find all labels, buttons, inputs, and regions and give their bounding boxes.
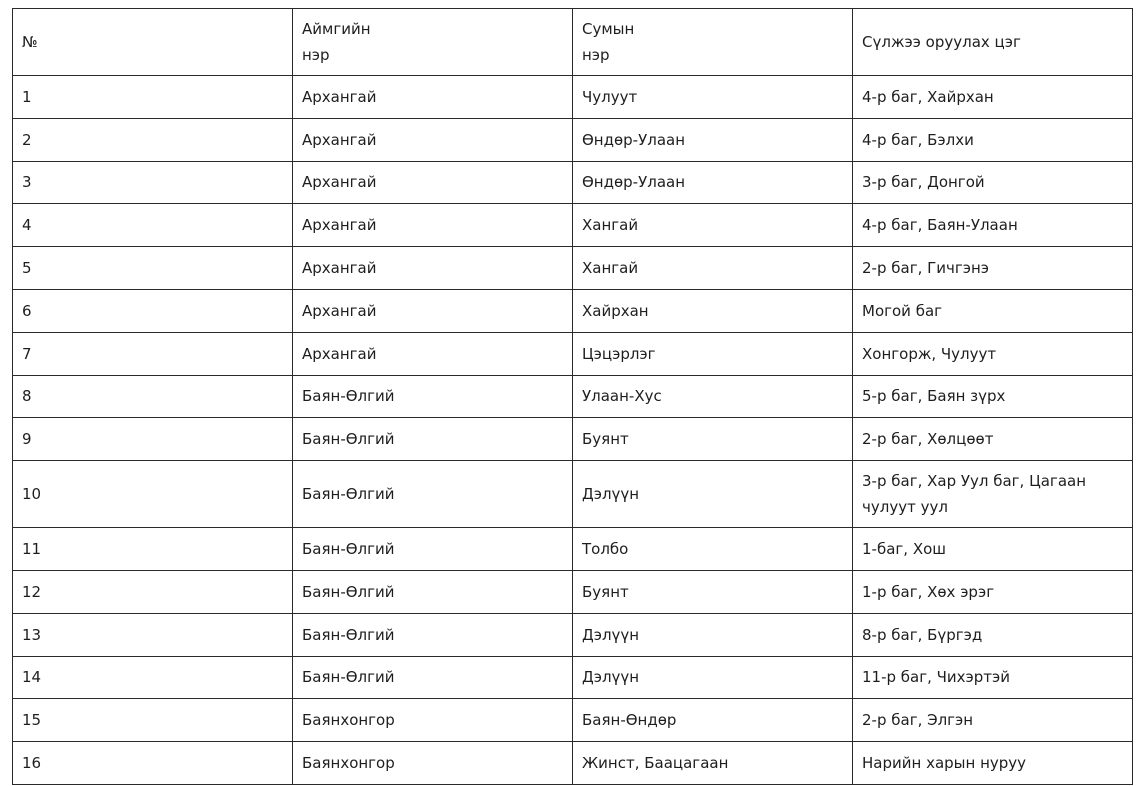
cell-aimag: Баян-Өлгий bbox=[293, 375, 573, 418]
table-row bbox=[13, 161, 1133, 204]
cell-sum: Өндөр-Улаан bbox=[573, 161, 853, 204]
cell-point: 1-р баг, Хөх эрэг bbox=[853, 570, 1133, 613]
cell-aimag: Баян-Өлгий bbox=[293, 528, 573, 571]
table-row bbox=[13, 528, 1133, 571]
cell-sum: Цэцэрлэг bbox=[573, 332, 853, 375]
cell-sum: Баян-Өндөр bbox=[573, 699, 853, 742]
cell-number: 15 bbox=[13, 699, 293, 742]
table-row bbox=[13, 699, 1133, 742]
cell-aimag: Баян-Өлгий bbox=[293, 570, 573, 613]
cell-point: 1-баг, Хош bbox=[853, 528, 1133, 571]
cell-aimag: Архангай bbox=[293, 76, 573, 119]
cell-point: 11-р баг, Чихэртэй bbox=[853, 656, 1133, 699]
cell-number: 14 bbox=[13, 656, 293, 699]
table-row bbox=[13, 375, 1133, 418]
cell-aimag: Архангай bbox=[293, 161, 573, 204]
cell-number: 7 bbox=[13, 332, 293, 375]
cell-point: Хонгорж, Чулуут bbox=[853, 332, 1133, 375]
table-row bbox=[13, 656, 1133, 699]
table-row bbox=[13, 332, 1133, 375]
cell-point: 5-р баг, Баян зүрх bbox=[853, 375, 1133, 418]
network-points-table bbox=[12, 8, 1133, 785]
cell-sum: Хайрхан bbox=[573, 289, 853, 332]
header-sum-line2: нэр bbox=[582, 46, 610, 64]
header-aimag-line2: нэр bbox=[302, 46, 330, 64]
cell-point: 3-р баг, Хар Уул баг, Цагаан чулуут уул bbox=[853, 461, 1133, 528]
table-row bbox=[13, 76, 1133, 119]
cell-sum: Буянт bbox=[573, 570, 853, 613]
cell-number: 10 bbox=[13, 461, 293, 528]
table-row bbox=[13, 461, 1133, 528]
cell-sum: Дэлүүн bbox=[573, 461, 853, 528]
cell-point: 2-р баг, Хөлцөөт bbox=[853, 418, 1133, 461]
cell-sum: Толбо bbox=[573, 528, 853, 571]
cell-aimag: Баянхонгор bbox=[293, 742, 573, 785]
cell-aimag: Баян-Өлгий bbox=[293, 613, 573, 656]
cell-aimag: Архангай bbox=[293, 118, 573, 161]
cell-number: 3 bbox=[13, 161, 293, 204]
table-header bbox=[13, 9, 1133, 76]
cell-number: 11 bbox=[13, 528, 293, 571]
cell-sum: Дэлүүн bbox=[573, 656, 853, 699]
header-sum-line1: Сумын bbox=[582, 20, 635, 38]
cell-number: 13 bbox=[13, 613, 293, 656]
cell-number: 16 bbox=[13, 742, 293, 785]
cell-point: 2-р баг, Гичгэнэ bbox=[853, 247, 1133, 290]
cell-point: 4-р баг, Баян-Улаан bbox=[853, 204, 1133, 247]
cell-sum: Буянт bbox=[573, 418, 853, 461]
header-sum-name bbox=[573, 9, 853, 76]
table-row bbox=[13, 247, 1133, 290]
cell-number: 12 bbox=[13, 570, 293, 613]
cell-aimag: Баян-Өлгий bbox=[293, 461, 573, 528]
cell-sum: Улаан-Хус bbox=[573, 375, 853, 418]
header-number: № bbox=[13, 9, 293, 76]
cell-point: Нарийн харын нуруу bbox=[853, 742, 1133, 785]
cell-aimag: Архангай bbox=[293, 204, 573, 247]
cell-sum: Дэлүүн bbox=[573, 613, 853, 656]
cell-aimag: Баян-Өлгий bbox=[293, 418, 573, 461]
cell-aimag: Архангай bbox=[293, 332, 573, 375]
table-row bbox=[13, 418, 1133, 461]
table-row bbox=[13, 613, 1133, 656]
cell-aimag: Архангай bbox=[293, 289, 573, 332]
header-network-point: Сүлжээ оруулах цэг bbox=[853, 9, 1133, 76]
header-aimag-name bbox=[293, 9, 573, 76]
cell-sum: Хангай bbox=[573, 247, 853, 290]
cell-number: 2 bbox=[13, 118, 293, 161]
cell-number: 6 bbox=[13, 289, 293, 332]
header-aimag-line1: Аймгийн bbox=[302, 20, 371, 38]
table-row bbox=[13, 289, 1133, 332]
cell-sum: Жинст, Баацагаан bbox=[573, 742, 853, 785]
cell-number: 5 bbox=[13, 247, 293, 290]
cell-point: 2-р баг, Элгэн bbox=[853, 699, 1133, 742]
cell-number: 1 bbox=[13, 76, 293, 119]
table-body bbox=[13, 76, 1133, 785]
cell-sum: Өндөр-Улаан bbox=[573, 118, 853, 161]
cell-point: 4-р баг, Хайрхан bbox=[853, 76, 1133, 119]
table-row bbox=[13, 742, 1133, 785]
cell-point: 4-р баг, Бэлхи bbox=[853, 118, 1133, 161]
cell-aimag: Архангай bbox=[293, 247, 573, 290]
cell-point: 3-р баг, Донгой bbox=[853, 161, 1133, 204]
cell-aimag: Баян-Өлгий bbox=[293, 656, 573, 699]
cell-sum: Чулуут bbox=[573, 76, 853, 119]
cell-aimag: Баянхонгор bbox=[293, 699, 573, 742]
cell-sum: Хангай bbox=[573, 204, 853, 247]
cell-number: 9 bbox=[13, 418, 293, 461]
cell-number: 8 bbox=[13, 375, 293, 418]
table-row bbox=[13, 204, 1133, 247]
cell-number: 4 bbox=[13, 204, 293, 247]
cell-point: Могой баг bbox=[853, 289, 1133, 332]
table-row bbox=[13, 570, 1133, 613]
cell-point: 8-р баг, Бүргэд bbox=[853, 613, 1133, 656]
header-row bbox=[13, 9, 1133, 76]
table-row bbox=[13, 118, 1133, 161]
